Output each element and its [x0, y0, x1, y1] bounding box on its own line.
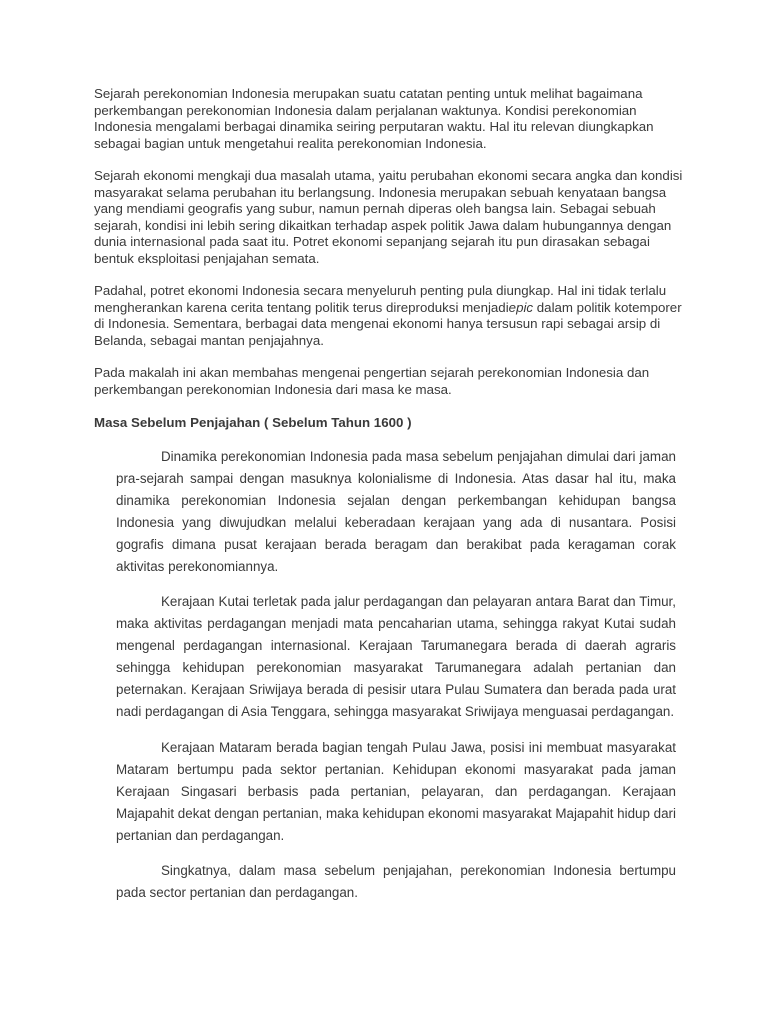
- section-paragraph-3: Kerajaan Mataram berada bagian tengah Pulau Jawa, posisi ini membuat masyarakat Mataram bertumpu pada sektor pertanian. Kehidupan ekonomi masyarakat pada jaman Kerajaan Singasari berbasis pada pertanian, pelayaran, dan perdagangan. Kerajaan Majapahit dekat dengan pertanian, maka kehidupan ekonomi masyarakat Majapahit hidup dari pertanian dan perdagangan.: [116, 739, 676, 843]
- intro-paragraph-3-italic: epic: [508, 299, 534, 315]
- intro-paragraph-3: [94, 283, 684, 349]
- introduction: [94, 86, 684, 398]
- section-heading: Masa Sebelum Penjajahan ( Sebelum Tahun 1600 ): [94, 415, 412, 430]
- section-paragraph-1: Dinamika perekonomian Indonesia pada masa sebelum penjajahan dimulai dari jaman pra-sejarah sampai dengan masuknya kolonialisme di Indonesia. Atas dasar hal itu, maka dinamika perekonomian Indonesia sejalan dengan perkembangan kehidupan bangsa Indonesia yang diwujudkan melalui keberadaan kerajaan yang ada di nusantara. Posisi gografis dimana pusat kerajaan berada beragam dan berakibat pada keragaman corak aktivitas perekonomiannya.: [116, 449, 676, 574]
- intro-paragraph-3-text-b: dalam politik kotemporer di Indonesia. Sementara, berbagai data mengenai ekonomi hanya tersusun rapi sebagai arsip di Belanda, sebagai mantan penjajahnya.: [94, 299, 682, 348]
- document-page: [94, 86, 684, 918]
- intro-paragraph-4: Pada makalah ini akan membahas mengenai pengertian sejarah perekonomian Indonesia dan perkembangan perekonomian Indonesia dari masa ke masa.: [94, 365, 650, 397]
- intro-paragraph-3-text-a: Padahal, potret ekonomi Indonesia secara menyeluruh penting pula diungkap. Hal ini tidak terlalu mengherankan karena cerita tentang politik terus direproduksi menjadi: [94, 283, 667, 315]
- intro-paragraph-2: Sejarah ekonomi mengkaji dua masalah utama, yaitu perubahan ekonomi secara angka dan kondisi masyarakat selama perubahan itu berlangsung. Indonesia merupakan sebuah kenyataan bangsa yang mendiami geografis yang subur, namun pernah diperas oleh bangsa lain. Sebagai sebuah sejarah, kondisi ini lebih sering dikaitkan terhadap aspek politik Jawa dalam hubungannya dengan dunia internasional pada saat itu. Potret ekonomi sepanjang sejarah itu pun dirasakan sebagai bentuk eksploitasi penjajahan semata.: [94, 168, 683, 266]
- section-paragraph-4: Singkatnya, dalam masa sebelum penjajahan, perekonomian Indonesia bertumpu pada sector pertanian dan perdagangan.: [116, 863, 676, 901]
- intro-paragraph-1: Sejarah perekonomian Indonesia merupakan suatu catatan penting untuk melihat bagaimana perkembangan perekonomian Indonesia dalam perjalanan waktunya. Kondisi perekonomian Indonesia mengalami berbagai dinamika seiring perputaran waktu. Hal itu relevan diungkapkan sebagai bagian untuk mengetahui realita perekonomian Indonesia.: [94, 86, 654, 151]
- section-paragraph-2: Kerajaan Kutai terletak pada jalur perdagangan dan pelayaran antara Barat dan Timur, maka aktivitas perdagangan menjadi mata pencaharian utama, sehingga rakyat Kutai sudah mengenal perdagangan internasional. Kerajaan Tarumanegara berada di daerah agraris sehingga kehidupan perekonomian masyarakat Tarumanegara adalah pertanian dan peternakan. Kerajaan Sriwijaya berada di pesisir utara Pulau Sumatera dan berada pada urat nadi perdagangan di Asia Tenggara, sehingga masyarakat Sriwijaya menguasai perdagangan.: [116, 594, 676, 719]
- section-body: [116, 446, 676, 904]
